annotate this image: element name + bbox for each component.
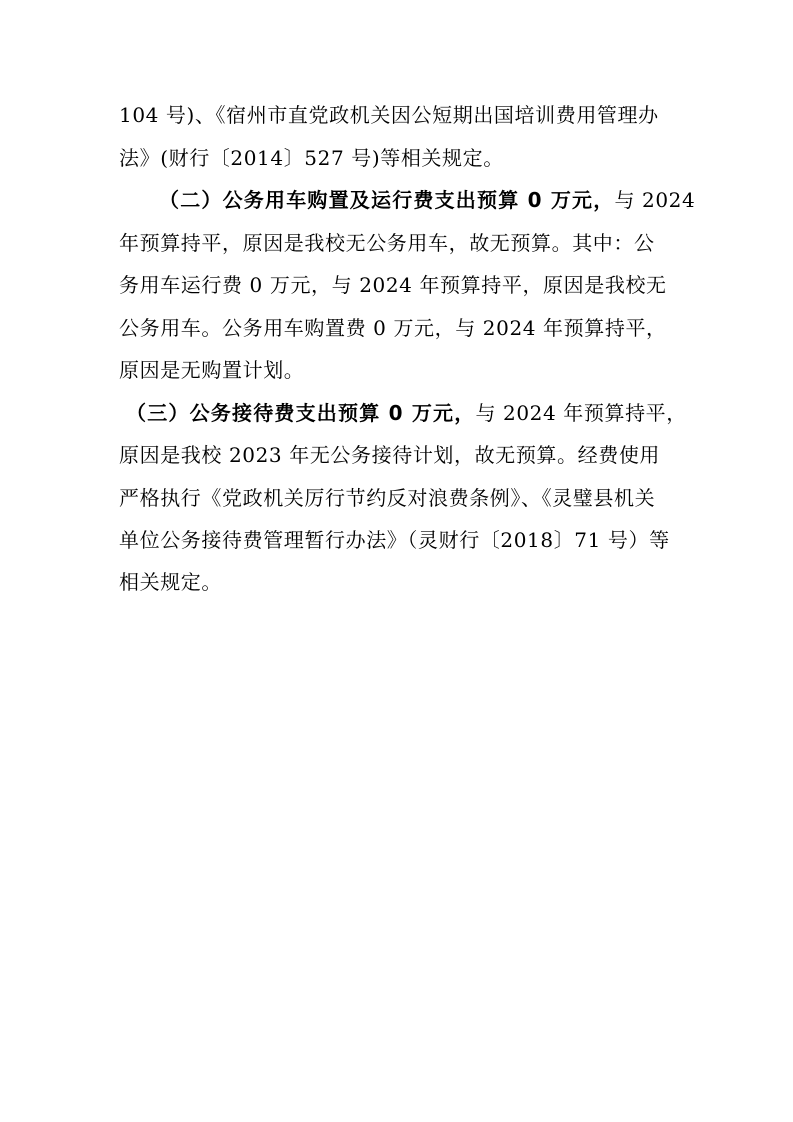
paragraph-line-11: 单位公务接待费管理暂行办法》（灵财行〔2018〕71 号）等 xyxy=(119,528,670,552)
paragraph-line-7: 原因是无购置计划。 xyxy=(119,358,305,382)
section-title-vehicle: （二）公务用车购置及运行费支出预算 0 万元， xyxy=(159,188,615,212)
paragraph-line-2: 法》(财行〔2014〕527 号)等相关规定。 xyxy=(119,146,504,170)
paragraph-line-5: 务用车运行费 0 万元，与 2024 年预算持平，原因是我校无 xyxy=(119,273,667,297)
section-text-reception: 与 2024 年预算持平， xyxy=(475,401,687,425)
section-heading-reception xyxy=(126,399,687,427)
section-text-vehicle: 与 2024 xyxy=(614,188,696,212)
paragraph-line-10: 严格执行《党政机关厉行节约反对浪费条例》、《灵璧县机关 xyxy=(119,486,656,510)
paragraph-line-12: 相关规定。 xyxy=(119,570,222,594)
section-title-reception: （三）公务接待费支出预算 0 万元， xyxy=(126,401,476,425)
paragraph-line-4: 年预算持平，原因是我校无公务用车，故无预算。其中：公 xyxy=(119,231,655,255)
section-heading-vehicle xyxy=(159,186,695,214)
paragraph-line-1: 104 号)、《宿州市直党政机关因公短期出国培训费用管理办 xyxy=(119,103,659,127)
paragraph-line-6: 公务用车。公务用车购置费 0 万元，与 2024 年预算持平， xyxy=(119,316,667,340)
paragraph-line-9: 原因是我校 2023 年无公务接待计划，故无预算。经费使用 xyxy=(119,443,661,467)
